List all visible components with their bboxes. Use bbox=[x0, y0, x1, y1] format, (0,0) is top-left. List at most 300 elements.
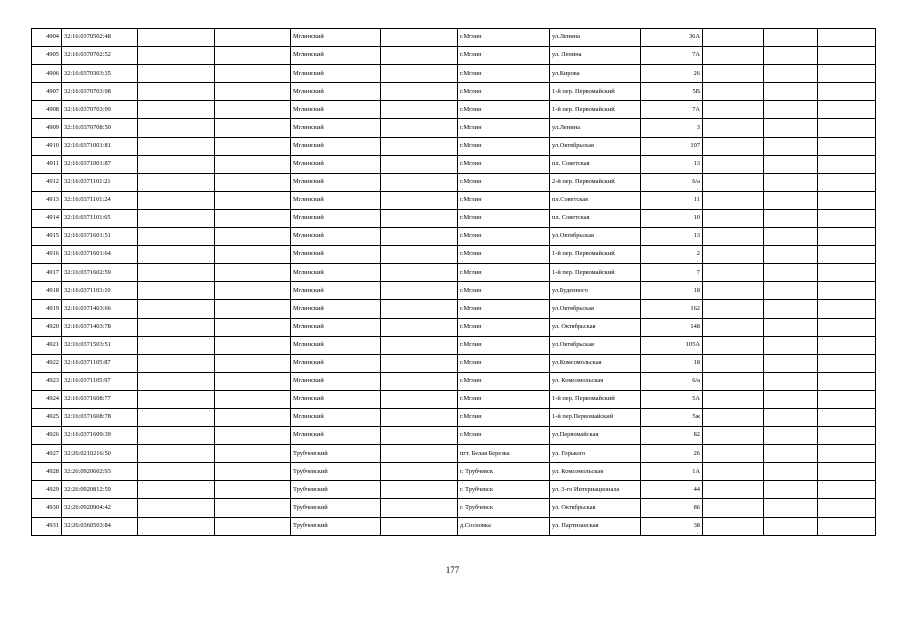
table-row bbox=[32, 408, 876, 426]
district-cell: Мглинский bbox=[291, 119, 381, 137]
empty-cell bbox=[138, 264, 215, 282]
empty-cell bbox=[818, 390, 876, 408]
empty-cell bbox=[215, 499, 291, 517]
row-number-cell: 4911 bbox=[32, 155, 62, 173]
row-number-cell: 4907 bbox=[32, 83, 62, 101]
empty-cell bbox=[703, 354, 764, 372]
row-number-cell: 4929 bbox=[32, 481, 62, 499]
table-row bbox=[32, 282, 876, 300]
empty-cell bbox=[138, 65, 215, 83]
street-cell: ул.Буденного bbox=[550, 282, 641, 300]
street-cell: ул.Ленина bbox=[550, 29, 641, 47]
empty-cell bbox=[764, 336, 818, 354]
row-number-cell: 4906 bbox=[32, 65, 62, 83]
empty-cell bbox=[764, 155, 818, 173]
empty-cell bbox=[381, 300, 458, 318]
empty-cell bbox=[215, 354, 291, 372]
empty-cell bbox=[764, 119, 818, 137]
empty-cell bbox=[215, 119, 291, 137]
empty-cell bbox=[818, 65, 876, 83]
table-row bbox=[32, 372, 876, 390]
locality-cell: г.Мглин bbox=[458, 83, 550, 101]
empty-cell bbox=[215, 463, 291, 481]
street-cell: ул.Ленина bbox=[550, 119, 641, 137]
empty-cell bbox=[764, 29, 818, 47]
empty-cell bbox=[818, 372, 876, 390]
district-cell: Трубчевский bbox=[291, 481, 381, 499]
street-cell: ул. Комсомольская bbox=[550, 372, 641, 390]
district-cell: Мглинский bbox=[291, 29, 381, 47]
empty-cell bbox=[764, 318, 818, 336]
empty-cell bbox=[138, 155, 215, 173]
empty-cell bbox=[703, 119, 764, 137]
locality-cell: г.Мглин bbox=[458, 155, 550, 173]
locality-cell: г.Мглин bbox=[458, 264, 550, 282]
cadastral-number-cell: 32:16:0371503:51 bbox=[62, 336, 138, 354]
empty-cell bbox=[138, 463, 215, 481]
row-number-cell: 4916 bbox=[32, 246, 62, 264]
empty-cell bbox=[138, 318, 215, 336]
street-cell: ул. Горького bbox=[550, 445, 641, 463]
street-cell: 1-й пер. Первомайский bbox=[550, 83, 641, 101]
empty-cell bbox=[215, 390, 291, 408]
row-number-cell: 4918 bbox=[32, 282, 62, 300]
district-cell: Мглинский bbox=[291, 427, 381, 445]
empty-cell bbox=[215, 228, 291, 246]
empty-cell bbox=[703, 29, 764, 47]
cadastral-number-cell: 32:16:0371001:81 bbox=[62, 137, 138, 155]
empty-cell bbox=[215, 101, 291, 119]
street-cell: 1-й пер. Первомайский bbox=[550, 264, 641, 282]
empty-cell bbox=[818, 137, 876, 155]
empty-cell bbox=[818, 282, 876, 300]
table-row bbox=[32, 155, 876, 173]
empty-cell bbox=[381, 264, 458, 282]
empty-cell bbox=[381, 119, 458, 137]
district-cell: Трубчевский bbox=[291, 517, 381, 535]
house-number-cell: 11 bbox=[641, 191, 703, 209]
empty-cell bbox=[703, 517, 764, 535]
row-number-cell: 4910 bbox=[32, 137, 62, 155]
locality-cell: г.Мглин bbox=[458, 408, 550, 426]
row-number-cell: 4913 bbox=[32, 191, 62, 209]
cadastral-number-cell: 32:16:0370702:52 bbox=[62, 47, 138, 65]
empty-cell bbox=[818, 29, 876, 47]
district-cell: Мглинский bbox=[291, 354, 381, 372]
district-cell: Мглинский bbox=[291, 191, 381, 209]
cadastral-number-cell: 32:16:0370708:50 bbox=[62, 119, 138, 137]
row-number-cell: 4925 bbox=[32, 408, 62, 426]
row-number-cell: 4926 bbox=[32, 427, 62, 445]
empty-cell bbox=[215, 517, 291, 535]
empty-cell bbox=[764, 300, 818, 318]
table-row bbox=[32, 318, 876, 336]
row-number-cell: 4921 bbox=[32, 336, 62, 354]
empty-cell bbox=[818, 155, 876, 173]
empty-cell bbox=[138, 517, 215, 535]
locality-cell: г. Трубчевск bbox=[458, 463, 550, 481]
empty-cell bbox=[138, 282, 215, 300]
empty-cell bbox=[818, 463, 876, 481]
cadastral-number-cell: 32:16:0370703:98 bbox=[62, 83, 138, 101]
empty-cell bbox=[138, 372, 215, 390]
empty-cell bbox=[381, 83, 458, 101]
street-cell: ул. Октябрьская bbox=[550, 499, 641, 517]
table-row bbox=[32, 336, 876, 354]
row-number-cell: 4915 bbox=[32, 228, 62, 246]
cadastral-number-cell: 32:26:0920904:42 bbox=[62, 499, 138, 517]
street-cell: ул.Октябрьская bbox=[550, 336, 641, 354]
empty-cell bbox=[703, 173, 764, 191]
cadastral-number-cell: 32:16:0370703:99 bbox=[62, 101, 138, 119]
district-cell: Мглинский bbox=[291, 372, 381, 390]
empty-cell bbox=[764, 264, 818, 282]
house-number-cell: 18 bbox=[641, 354, 703, 372]
empty-cell bbox=[215, 336, 291, 354]
empty-cell bbox=[764, 282, 818, 300]
street-cell: ул.Октябрьская bbox=[550, 300, 641, 318]
house-number-cell: 2 bbox=[641, 246, 703, 264]
empty-cell bbox=[703, 481, 764, 499]
table-row bbox=[32, 445, 876, 463]
empty-cell bbox=[138, 29, 215, 47]
table-row bbox=[32, 29, 876, 47]
empty-cell bbox=[818, 209, 876, 227]
cadastral-number-cell: 32:16:0370303:35 bbox=[62, 65, 138, 83]
empty-cell bbox=[138, 101, 215, 119]
register-table bbox=[31, 28, 876, 536]
house-number-cell: 7А bbox=[641, 101, 703, 119]
row-number-cell: 4905 bbox=[32, 47, 62, 65]
row-number-cell: 4920 bbox=[32, 318, 62, 336]
house-number-cell: 82 bbox=[641, 427, 703, 445]
empty-cell bbox=[215, 481, 291, 499]
empty-cell bbox=[703, 191, 764, 209]
empty-cell bbox=[215, 83, 291, 101]
empty-cell bbox=[764, 372, 818, 390]
empty-cell bbox=[703, 408, 764, 426]
house-number-cell: 5ж bbox=[641, 408, 703, 426]
row-number-cell: 4928 bbox=[32, 463, 62, 481]
empty-cell bbox=[818, 481, 876, 499]
row-number-cell: 4908 bbox=[32, 101, 62, 119]
empty-cell bbox=[764, 517, 818, 535]
empty-cell bbox=[703, 47, 764, 65]
street-cell: 1-й пер.Первомайский bbox=[550, 408, 641, 426]
locality-cell: г.Мглин bbox=[458, 372, 550, 390]
empty-cell bbox=[818, 47, 876, 65]
empty-cell bbox=[138, 228, 215, 246]
empty-cell bbox=[818, 499, 876, 517]
empty-cell bbox=[215, 264, 291, 282]
street-cell: ул.Первомайская bbox=[550, 427, 641, 445]
cadastral-number-cell: 32:26:0210216:50 bbox=[62, 445, 138, 463]
locality-cell: д.Сосновка bbox=[458, 517, 550, 535]
row-number-cell: 4923 bbox=[32, 372, 62, 390]
empty-cell bbox=[138, 119, 215, 137]
locality-cell: пгт. Белая Березка bbox=[458, 445, 550, 463]
district-cell: Мглинский bbox=[291, 209, 381, 227]
district-cell: Мглинский bbox=[291, 101, 381, 119]
cadastral-number-cell: 32:26:0920602:93 bbox=[62, 463, 138, 481]
street-cell: пл. Советская bbox=[550, 155, 641, 173]
empty-cell bbox=[818, 101, 876, 119]
street-cell: ул. Комсомольская bbox=[550, 463, 641, 481]
empty-cell bbox=[381, 517, 458, 535]
empty-cell bbox=[215, 209, 291, 227]
district-cell: Трубчевский bbox=[291, 445, 381, 463]
empty-cell bbox=[818, 408, 876, 426]
house-number-cell: 26 bbox=[641, 65, 703, 83]
district-cell: Мглинский bbox=[291, 228, 381, 246]
empty-cell bbox=[215, 318, 291, 336]
cadastral-number-cell: 32:16:0371608:78 bbox=[62, 408, 138, 426]
table-row bbox=[32, 463, 876, 481]
house-number-cell: 5В bbox=[641, 83, 703, 101]
empty-cell bbox=[703, 463, 764, 481]
empty-cell bbox=[764, 354, 818, 372]
empty-cell bbox=[138, 336, 215, 354]
locality-cell: г.Мглин bbox=[458, 354, 550, 372]
row-number-cell: 4931 bbox=[32, 517, 62, 535]
table-row bbox=[32, 101, 876, 119]
street-cell: 1-й пер. Первомайский bbox=[550, 101, 641, 119]
empty-cell bbox=[138, 354, 215, 372]
empty-cell bbox=[215, 282, 291, 300]
empty-cell bbox=[818, 119, 876, 137]
empty-cell bbox=[764, 209, 818, 227]
house-number-cell: 13 bbox=[641, 228, 703, 246]
cadastral-number-cell: 32:16:0371403:66 bbox=[62, 300, 138, 318]
empty-cell bbox=[138, 390, 215, 408]
locality-cell: г.Мглин bbox=[458, 318, 550, 336]
empty-cell bbox=[818, 264, 876, 282]
street-cell: ул.Кирова bbox=[550, 65, 641, 83]
street-cell: ул. Октябрьская bbox=[550, 318, 641, 336]
empty-cell bbox=[764, 47, 818, 65]
district-cell: Мглинский bbox=[291, 65, 381, 83]
empty-cell bbox=[703, 445, 764, 463]
row-number-cell: 4917 bbox=[32, 264, 62, 282]
empty-cell bbox=[703, 390, 764, 408]
empty-cell bbox=[138, 47, 215, 65]
empty-cell bbox=[818, 246, 876, 264]
empty-cell bbox=[381, 390, 458, 408]
house-number-cell: 38 bbox=[641, 517, 703, 535]
district-cell: Мглинский bbox=[291, 137, 381, 155]
street-cell: ул. Ленина bbox=[550, 47, 641, 65]
empty-cell bbox=[818, 517, 876, 535]
district-cell: Мглинский bbox=[291, 318, 381, 336]
empty-cell bbox=[138, 246, 215, 264]
empty-cell bbox=[703, 246, 764, 264]
empty-cell bbox=[215, 155, 291, 173]
row-number-cell: 4930 bbox=[32, 499, 62, 517]
empty-cell bbox=[215, 246, 291, 264]
table-row bbox=[32, 173, 876, 191]
district-cell: Мглинский bbox=[291, 246, 381, 264]
house-number-cell: 10 bbox=[641, 209, 703, 227]
empty-cell bbox=[138, 209, 215, 227]
cadastral-number-cell: 32:16:0371105:97 bbox=[62, 372, 138, 390]
empty-cell bbox=[818, 173, 876, 191]
empty-cell bbox=[381, 228, 458, 246]
empty-cell bbox=[215, 191, 291, 209]
empty-cell bbox=[764, 83, 818, 101]
table-row bbox=[32, 246, 876, 264]
locality-cell: г.Мглин bbox=[458, 228, 550, 246]
empty-cell bbox=[764, 499, 818, 517]
locality-cell: г.Мглин bbox=[458, 209, 550, 227]
empty-cell bbox=[381, 445, 458, 463]
cadastral-number-cell: 32:16:0371103:10 bbox=[62, 282, 138, 300]
locality-cell: г.Мглин bbox=[458, 137, 550, 155]
empty-cell bbox=[381, 65, 458, 83]
empty-cell bbox=[138, 408, 215, 426]
row-number-cell: 4919 bbox=[32, 300, 62, 318]
street-cell: 2-й пер. Первомайский bbox=[550, 173, 641, 191]
house-number-cell: 107 bbox=[641, 137, 703, 155]
empty-cell bbox=[381, 499, 458, 517]
empty-cell bbox=[764, 101, 818, 119]
house-number-cell: 86 bbox=[641, 499, 703, 517]
empty-cell bbox=[215, 408, 291, 426]
house-number-cell: 44 bbox=[641, 481, 703, 499]
empty-cell bbox=[215, 445, 291, 463]
empty-cell bbox=[703, 300, 764, 318]
cadastral-number-cell: 32:16:0371601:51 bbox=[62, 228, 138, 246]
cadastral-number-cell: 32:16:0370502:48 bbox=[62, 29, 138, 47]
cadastral-number-cell: 32:16:0371601:64 bbox=[62, 246, 138, 264]
table-row bbox=[32, 137, 876, 155]
house-number-cell: 6/а bbox=[641, 173, 703, 191]
street-cell: ул. 3-го Интернационала bbox=[550, 481, 641, 499]
empty-cell bbox=[703, 137, 764, 155]
empty-cell bbox=[215, 65, 291, 83]
district-cell: Мглинский bbox=[291, 300, 381, 318]
row-number-cell: 4927 bbox=[32, 445, 62, 463]
empty-cell bbox=[138, 191, 215, 209]
table-row bbox=[32, 300, 876, 318]
empty-cell bbox=[381, 246, 458, 264]
house-number-cell: 162 bbox=[641, 300, 703, 318]
table-row bbox=[32, 427, 876, 445]
empty-cell bbox=[381, 209, 458, 227]
empty-cell bbox=[138, 300, 215, 318]
empty-cell bbox=[381, 173, 458, 191]
empty-cell bbox=[381, 336, 458, 354]
table-row bbox=[32, 354, 876, 372]
table-row bbox=[32, 499, 876, 517]
table-row bbox=[32, 65, 876, 83]
cadastral-number-cell: 32:16:0371403:78 bbox=[62, 318, 138, 336]
empty-cell bbox=[215, 47, 291, 65]
district-cell: Мглинский bbox=[291, 83, 381, 101]
empty-cell bbox=[138, 427, 215, 445]
locality-cell: г.Мглин bbox=[458, 282, 550, 300]
locality-cell: г.Мглин bbox=[458, 390, 550, 408]
empty-cell bbox=[764, 65, 818, 83]
empty-cell bbox=[818, 354, 876, 372]
empty-cell bbox=[381, 408, 458, 426]
cadastral-number-cell: 32:16:0371602:59 bbox=[62, 264, 138, 282]
cadastral-number-cell: 32:16:0371609:39 bbox=[62, 427, 138, 445]
empty-cell bbox=[818, 300, 876, 318]
locality-cell: г.Мглин bbox=[458, 119, 550, 137]
street-cell: ул.Октябрьская bbox=[550, 228, 641, 246]
street-cell: ул.Октябрьская bbox=[550, 137, 641, 155]
cadastral-number-cell: 32:16:0371608:77 bbox=[62, 390, 138, 408]
table-row bbox=[32, 390, 876, 408]
empty-cell bbox=[703, 318, 764, 336]
table-row bbox=[32, 209, 876, 227]
empty-cell bbox=[818, 83, 876, 101]
empty-cell bbox=[381, 318, 458, 336]
cadastral-number-cell: 32:16:0371101:24 bbox=[62, 191, 138, 209]
empty-cell bbox=[764, 246, 818, 264]
empty-cell bbox=[818, 191, 876, 209]
empty-cell bbox=[215, 173, 291, 191]
empty-cell bbox=[215, 300, 291, 318]
empty-cell bbox=[381, 427, 458, 445]
empty-cell bbox=[703, 427, 764, 445]
locality-cell: г.Мглин bbox=[458, 246, 550, 264]
house-number-cell: 105А bbox=[641, 336, 703, 354]
empty-cell bbox=[381, 47, 458, 65]
empty-cell bbox=[381, 463, 458, 481]
locality-cell: г.Мглин bbox=[458, 29, 550, 47]
locality-cell: г.Мглин bbox=[458, 427, 550, 445]
page-number: 177 bbox=[445, 565, 460, 575]
empty-cell bbox=[381, 372, 458, 390]
empty-cell bbox=[818, 445, 876, 463]
empty-cell bbox=[381, 282, 458, 300]
empty-cell bbox=[215, 29, 291, 47]
locality-cell: г.Мглин bbox=[458, 65, 550, 83]
district-cell: Трубчевский bbox=[291, 463, 381, 481]
empty-cell bbox=[703, 65, 764, 83]
locality-cell: г.Мглин bbox=[458, 47, 550, 65]
table-row bbox=[32, 264, 876, 282]
table-row bbox=[32, 119, 876, 137]
empty-cell bbox=[138, 83, 215, 101]
empty-cell bbox=[703, 101, 764, 119]
house-number-cell: 5А bbox=[641, 390, 703, 408]
house-number-cell: 7 bbox=[641, 264, 703, 282]
house-number-cell: 7А bbox=[641, 47, 703, 65]
empty-cell bbox=[215, 137, 291, 155]
table-row bbox=[32, 83, 876, 101]
empty-cell bbox=[381, 101, 458, 119]
empty-cell bbox=[764, 445, 818, 463]
empty-cell bbox=[703, 264, 764, 282]
row-number-cell: 4914 bbox=[32, 209, 62, 227]
row-number-cell: 4912 bbox=[32, 173, 62, 191]
empty-cell bbox=[381, 29, 458, 47]
empty-cell bbox=[764, 228, 818, 246]
cadastral-number-cell: 32:16:0371101:21 bbox=[62, 173, 138, 191]
empty-cell bbox=[138, 481, 215, 499]
empty-cell bbox=[215, 372, 291, 390]
house-number-cell: 6/а bbox=[641, 372, 703, 390]
cadastral-number-cell: 32:26:0360503:84 bbox=[62, 517, 138, 535]
street-cell: 1-й пер. Первомайский bbox=[550, 390, 641, 408]
empty-cell bbox=[703, 499, 764, 517]
house-number-cell: 13 bbox=[641, 155, 703, 173]
empty-cell bbox=[764, 481, 818, 499]
empty-cell bbox=[703, 228, 764, 246]
empty-cell bbox=[381, 137, 458, 155]
